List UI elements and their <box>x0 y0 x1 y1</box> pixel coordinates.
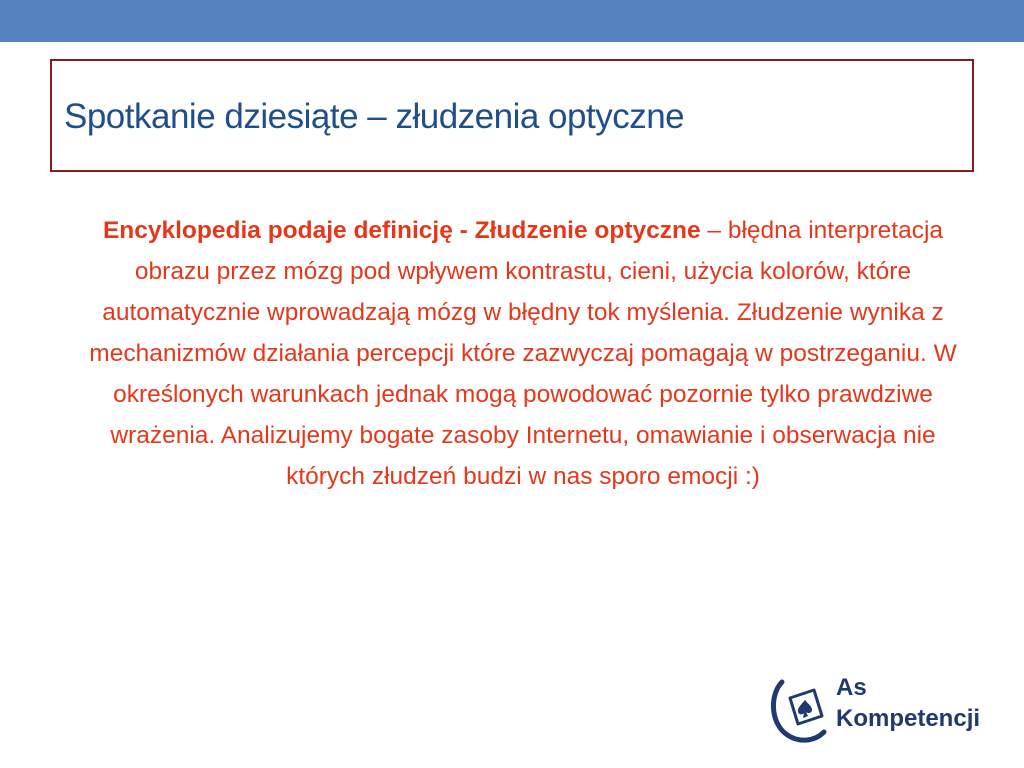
slide-title: Spotkanie dziesiąte – złudzenia optyczne <box>64 97 685 136</box>
logo-text-line1: As <box>836 674 867 701</box>
body-lead-bold: Encyklopedia podaje definicję - Złudzenie optyczne <box>102 217 701 244</box>
slide-body <box>88 210 958 497</box>
title-box <box>50 59 974 172</box>
top-accent-bar <box>0 0 1024 42</box>
spade-card-icon <box>768 672 834 744</box>
body-rest-text: – błędna interpretacja obrazu przez mózg pod wpływem kontrastu, cieni, użycia kolorów, które automatycznie wprowadzają mózg w błędny tok myślenia. Złudzenie wynika z mechanizmów działania percepcji które zazwyczaj pomagają w postrzeganiu. W określonych warunkach jednak mogą powodować pozornie tylko prawdziwe wrażenia. Analizujemy bogate zasoby Internetu, omawianie i obserwacja nie których złudzeń budzi w nas sporo emocji :) <box>89 217 957 490</box>
as-kompetencji-logo <box>768 672 998 744</box>
logo-text-line2: Kompetencji <box>836 705 981 732</box>
